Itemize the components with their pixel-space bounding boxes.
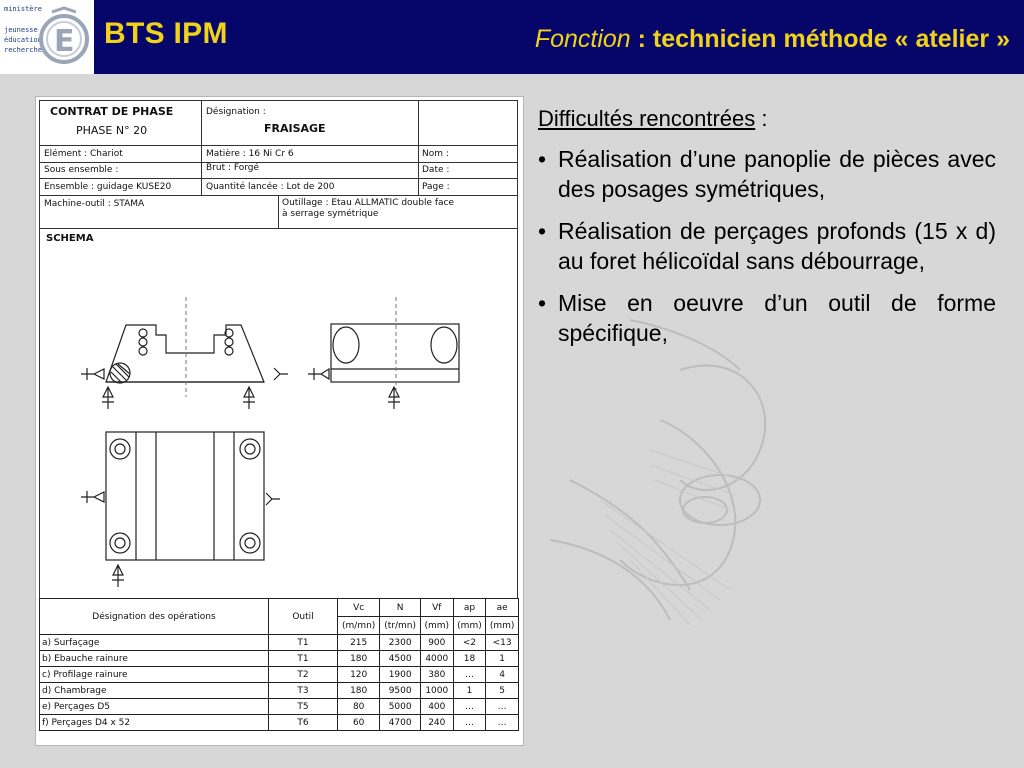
list-item-text: Réalisation de perçages profonds (15 x d) au foret hélicoïdal sans débourrage, xyxy=(558,218,996,274)
heading-suffix: : xyxy=(755,106,768,131)
cell: T5 xyxy=(269,699,338,715)
cell: 1900 xyxy=(380,667,421,683)
cell: 4000 xyxy=(420,651,453,667)
quantite-field: Quantité lancée : Lot de 200 xyxy=(206,182,335,192)
app-title: BTS IPM xyxy=(104,17,228,50)
date-field: Date : xyxy=(422,165,450,175)
bullet-icon: • xyxy=(538,218,547,244)
logo-word: jeunesse xyxy=(4,26,38,34)
cell: <2 xyxy=(453,635,486,651)
cell: 60 xyxy=(338,715,380,731)
cell: a) Surfaçage xyxy=(40,635,269,651)
column-header: Vf xyxy=(420,599,453,617)
cell: <13 xyxy=(486,635,519,651)
table-row xyxy=(40,683,519,699)
marianne-e-icon xyxy=(38,6,90,68)
slide-title xyxy=(535,25,1010,54)
machine-field: Machine-outil : STAMA xyxy=(44,199,145,209)
ensemble-field: Ensemble : guidage KUSE20 xyxy=(44,182,172,192)
cell: 18 xyxy=(453,651,486,667)
cell: … xyxy=(453,699,486,715)
unit-cell: (mm) xyxy=(453,617,486,635)
cell: 180 xyxy=(338,651,380,667)
column-header: Outil xyxy=(269,599,338,635)
list-item xyxy=(538,144,996,204)
cell: … xyxy=(486,699,519,715)
unit-cell: (m/mn) xyxy=(338,617,380,635)
operations-table xyxy=(39,598,519,731)
difficulties-heading xyxy=(538,104,996,134)
cell: T2 xyxy=(269,667,338,683)
column-header: Désignation des opérations xyxy=(40,599,269,635)
unit-cell: (mm) xyxy=(486,617,519,635)
list-item-text: Réalisation d’une panoplie de pièces avec des posages symétriques, xyxy=(558,146,996,202)
heading-text: Difficultés rencontrées xyxy=(538,106,756,131)
contrat-de-phase-document xyxy=(35,96,524,746)
cell: 1000 xyxy=(420,683,453,699)
logo-word: recherche xyxy=(4,46,42,54)
table-row xyxy=(40,699,519,715)
cell: … xyxy=(486,715,519,731)
cell: 1 xyxy=(486,651,519,667)
svg-text:E: E xyxy=(54,24,75,59)
outillage-line-2: à serrage symétrique xyxy=(282,209,379,219)
matiere-field: Matière : 16 Ni Cr 6 xyxy=(206,149,294,159)
cell: 4500 xyxy=(380,651,421,667)
cell: f) Perçages D4 x 52 xyxy=(40,715,269,731)
slide-title-prefix: Fonction xyxy=(534,25,631,53)
difficulties-text-block xyxy=(538,104,996,360)
cell: … xyxy=(453,667,486,683)
cell: 120 xyxy=(338,667,380,683)
header-bar xyxy=(0,0,1024,74)
ministry-logo xyxy=(0,0,94,74)
schema-label: SCHEMA xyxy=(46,233,94,244)
cell: T6 xyxy=(269,715,338,731)
table-row xyxy=(40,651,519,667)
cell: 240 xyxy=(420,715,453,731)
sous-ensemble-field: Sous ensemble : xyxy=(44,165,119,175)
page-field: Page : xyxy=(422,182,450,192)
element-field: Elément : Chariot xyxy=(44,149,123,159)
column-header: ap xyxy=(453,599,486,617)
cell: 4700 xyxy=(380,715,421,731)
logo-word: ministère xyxy=(4,5,42,13)
designation-label: Désignation : xyxy=(206,107,266,117)
bullet-icon: • xyxy=(538,290,547,316)
part-schematic-drawing xyxy=(36,237,523,597)
unit-cell: (mm) xyxy=(420,617,453,635)
cell: 1 xyxy=(453,683,486,699)
cell: 5 xyxy=(486,683,519,699)
cell: 400 xyxy=(420,699,453,715)
column-header: ae xyxy=(486,599,519,617)
designation-value: FRAISAGE xyxy=(264,122,326,135)
table-row xyxy=(40,715,519,731)
cell: b) Ebauche rainure xyxy=(40,651,269,667)
outillage-line-1: Outillage : Etau ALLMATIC double face xyxy=(282,198,455,208)
column-header: N xyxy=(380,599,421,617)
logo-word: éducation xyxy=(4,36,42,44)
cell: e) Perçages D5 xyxy=(40,699,269,715)
slide-title-rest: : technicien méthode « atelier » xyxy=(630,25,1010,53)
difficulties-list xyxy=(538,144,996,348)
table-header-row xyxy=(40,599,519,617)
cell: T3 xyxy=(269,683,338,699)
cell: … xyxy=(453,715,486,731)
cell: 180 xyxy=(338,683,380,699)
bullet-icon: • xyxy=(538,146,547,172)
cell: 9500 xyxy=(380,683,421,699)
cell: T1 xyxy=(269,635,338,651)
cell: 80 xyxy=(338,699,380,715)
column-header: Vc xyxy=(338,599,380,617)
cell: 4 xyxy=(486,667,519,683)
cell: 5000 xyxy=(380,699,421,715)
contrat-title: CONTRAT DE PHASE xyxy=(50,105,174,118)
list-item xyxy=(538,216,996,276)
phase-number: PHASE N° 20 xyxy=(76,124,148,137)
table-row xyxy=(40,667,519,683)
table-row xyxy=(40,635,519,651)
cell: T1 xyxy=(269,651,338,667)
list-item xyxy=(538,288,996,348)
nom-field: Nom : xyxy=(422,149,449,159)
cell: c) Profilage rainure xyxy=(40,667,269,683)
brut-field: Brut : Forgé xyxy=(206,163,260,173)
cell: 900 xyxy=(420,635,453,651)
cell: d) Chambrage xyxy=(40,683,269,699)
cell: 2300 xyxy=(380,635,421,651)
cell: 380 xyxy=(420,667,453,683)
list-item-text: Mise en oeuvre d’un outil de forme spécifique, xyxy=(558,290,996,346)
cell: 215 xyxy=(338,635,380,651)
unit-cell: (tr/mn) xyxy=(380,617,421,635)
